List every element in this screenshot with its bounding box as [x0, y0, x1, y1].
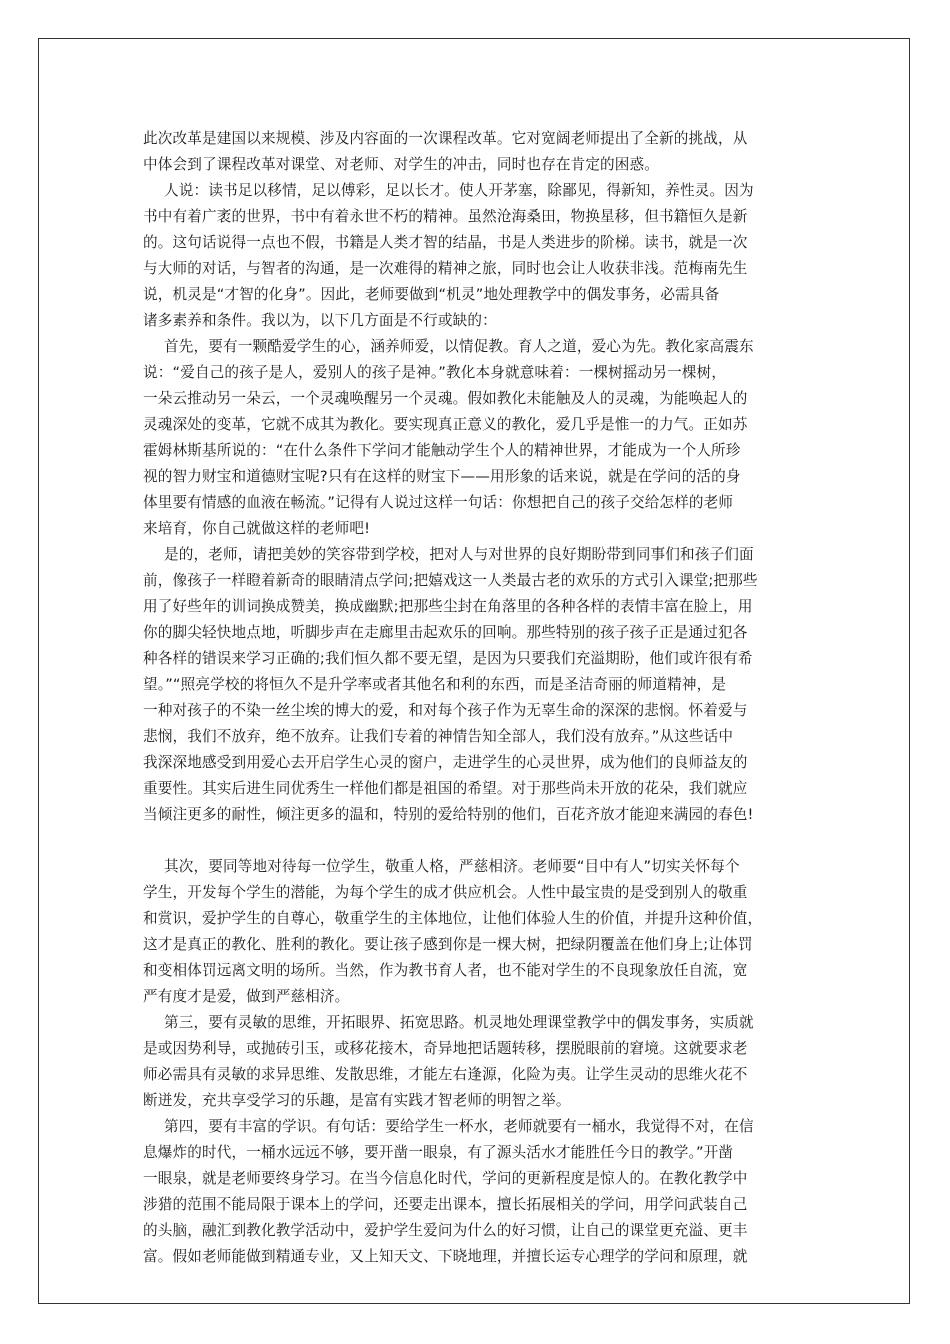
text-line: 息爆炸的时代，一桶水远远不够，要开凿一眼泉，有了源头活水才能胜任今日的教学。”开凿 — [143, 1144, 734, 1161]
text-line: 悲悯，我们不放弃，绝不放弃。让我们专着的神情告知全部人，我们没有放弃。”从这些话中 — [143, 728, 734, 745]
text-line: 断迸发，充共享受学习的乐趣，是富有实践才智老师的明智之举。 — [143, 1092, 571, 1109]
text-line: 一种对孩子的不染一丝尘埃的博大的爱，和对每个孩子作为无辜生命的深深的悲悯。怀着爱与 — [143, 702, 748, 719]
text-line: 视的智力财宝和道德财宝呢?只有在这样的财宝下——用形象的话来说，就是在学问的活的身 — [143, 468, 741, 485]
text-line: 与大师的对话，与智者的沟通，是一次难得的精神之旅，同时也会让人收获非浅。范梅南先生 — [143, 260, 748, 277]
text-line: 说，机灵是“才智的化身”。因此，老师要做到“机灵”地处理教学中的偶发事务，必需具备 — [143, 286, 720, 303]
text-line: 此次改革是建国以来规模、涉及内容面的一次课程改革。它对宽阔老师提出了全新的挑战，从 — [143, 130, 748, 147]
text-line: 富。假如老师能做到精通专业，又上知天文、下晓地理，并擅长运专心理学的学问和原理，就 — [143, 1248, 748, 1265]
text-line: 学生，开发每个学生的潜能，为每个学生的成才供应机会。人性中最宝贵的是受到别人的敬重 — [143, 884, 748, 901]
text-line: 这才是真正的教化、胜利的教化。要让孩子感到你是一棵大树，把绿阴覆盖在他们身上;让体罚 — [143, 936, 753, 953]
text-line: 来培育，你自己就做这样的老师吧! — [143, 520, 371, 537]
text-line: 前，像孩子一样瞪着新奇的眼睛清点学问;把嬉戏这一人类最古老的欢乐的方式引入课堂;把那些 — [143, 572, 758, 589]
paragraph-gap — [143, 828, 807, 854]
document-body — [143, 126, 807, 1270]
text-line: 说：“爱自己的孩子是人，爱别人的孩子是神。”教化本身就意味着：一棵树摇动另一棵树， — [143, 364, 727, 381]
text-line: 严有度才是爱，做到严慈相济。 — [143, 988, 350, 1005]
text-line: 诸多素养和条件。我以为，以下几方面是不行或缺的： — [143, 312, 497, 329]
text-line: 体里要有情感的血液在畅流。”记得有人说过这样一句话：你想把自己的孩子交给怎样的老师 — [143, 494, 734, 511]
text-line: 一朵云推动另一朵云，一个灵魂唤醒另一个灵魂。假如教化未能触及人的灵魂，为能唤起人的 — [143, 390, 748, 407]
text-line: 一眼泉，就是老师要终身学习。在当今信息化时代，学问的更新程度是惊人的。在教化教学中 — [143, 1170, 748, 1187]
text-line: 灵魂深处的变革，它就不成其为教化。要实现真正意义的教化，爱几乎是惟一的力气。正如苏 — [143, 416, 748, 433]
text-line: 霍姆林斯基所说的：“在什么条件下学问才能触动学生个人的精神世界，才能成为一个人所珍 — [143, 442, 741, 459]
text-line: 中体会到了课程改革对课堂、对老师、对学生的冲击，同时也存在肯定的困惑。 — [143, 156, 660, 173]
paragraph-start-line: 第三，要有灵敏的思维，开拓眼界、拓宽思路。机灵地处理课堂教学中的偶发事务，实质就 — [164, 1014, 754, 1031]
text-line: 书中有着广袤的世界，书中有着永世不朽的精神。虽然沧海桑田，物换星移，但书籍恒久是新 — [143, 208, 748, 225]
text-line: 和赏识，爱护学生的自尊心，敬重学生的主体地位，让他们体验人生的价值，并提升这种价值， — [143, 910, 763, 927]
text-line: 重要性。其实后进生同优秀生一样他们都是祖国的希望。对于那些尚未开放的花朵，我们就应 — [143, 780, 748, 797]
text-line: 你的脚尖轻快地点地，听脚步声在走廊里击起欢乐的回响。那些特别的孩子孩子正是通过犯各 — [143, 624, 748, 641]
text-line: 和变相体罚远离文明的场所。当然，作为教书育人者，也不能对学生的不良现象放任自流，宽 — [143, 962, 748, 979]
text-line: 当倾注更多的耐性，倾注更多的温和，特别的爱给特别的他们，百花齐放才能迎来满园的春色! — [143, 806, 754, 823]
text-line: 是或因势利导，或抛砖引玉，或移花接木，奇异地把话题转移，摆脱眼前的窘境。这就要求老 — [143, 1040, 748, 1057]
text-line: 望。”“照亮学校的将恒久不是升学率或者其他名和利的东西，而是圣洁奇丽的师道精神，是 — [143, 676, 727, 693]
paragraph-start-line: 首先，要有一颗酷爱学生的心，涵养师爱，以情促教。育人之道，爱心为先。教化家高震东 — [164, 338, 754, 355]
text-line: 种各样的错误来学习正确的;我们恒久都不要无望，是因为只要我们充溢期盼，他们或许很有希 — [143, 650, 753, 667]
text-line: 我深深地感受到用爱心去开启学生心灵的窗户，走进学生的心灵世界，成为他们的良师益友的 — [143, 754, 748, 771]
text-line: 涉猎的范围不能局限于课本上的学问，还要走出课本，擅长拓展相关的学问，用学问武装自己 — [143, 1196, 748, 1213]
text-line: 的。这句话说得一点也不假，书籍是人类才智的结晶，书是人类进步的阶梯。读书，就是一次 — [143, 234, 748, 251]
paragraph-start-line: 其次，要同等地对待每一位学生，敬重人格，严慈相济。老师要“目中有人”切实关怀每个 — [164, 858, 740, 875]
text-line: 师必需具有灵敏的求异思维、发散思维，才能左右逢源，化险为夷。让学生灵动的思维火花不 — [143, 1066, 748, 1083]
paragraph-start-line: 第四，要有丰富的学识。有句话：要给学生一杯水，老师就要有一桶水，我觉得不对，在信 — [164, 1118, 754, 1135]
text-line: 的头脑，融汇到教化教学活动中，爱护学生爱问为什么的好习惯，让自己的课堂更充溢、更丰 — [143, 1222, 748, 1239]
paragraph-start-line: 是的，老师，请把美妙的笑容带到学校，把对人与对世界的良好期盼带到同事们和孩子们面 — [164, 546, 754, 563]
paragraph-start-line: 人说：读书足以移情，足以傅彩，足以长才。使人开茅塞，除鄙见，得新知，养性灵。因为 — [164, 182, 754, 199]
text-line: 用了好些年的训词换成赞美，换成幽默;把那些尘封在角落里的各种各样的表情丰富在脸上，用 — [143, 598, 753, 615]
